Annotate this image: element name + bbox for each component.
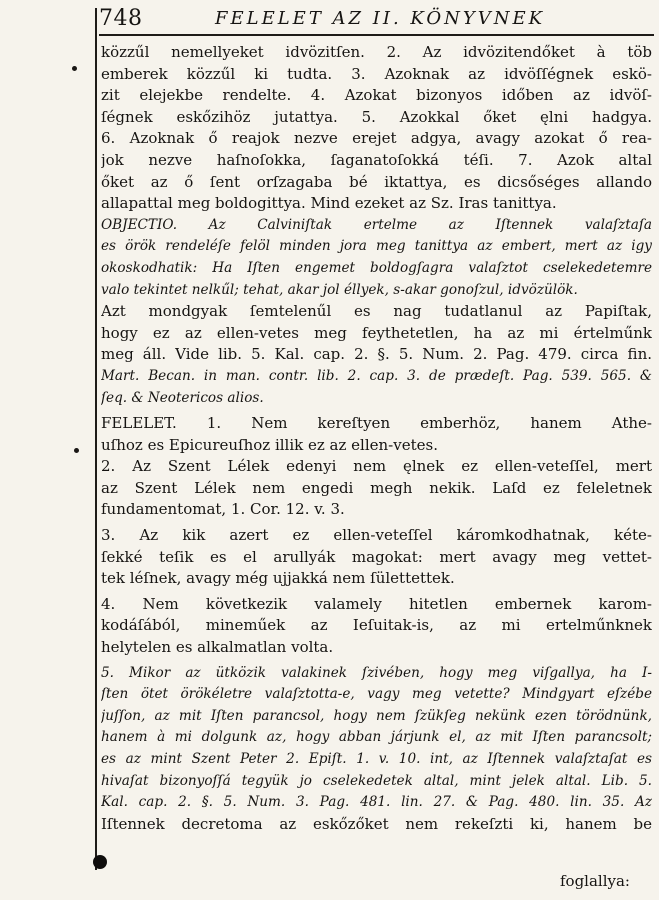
text-line: hanem à mi dolgunk az, hogy abban járjunk el, az mit Iſten parancsolt; — [101, 729, 652, 746]
text-line: hivaſat bizonyoſſá tegyük jo cselekedetek altal, mint jelek altal. Lib. 5. — [101, 772, 652, 789]
ink-blot — [93, 855, 107, 869]
text-line: 6. Azoknak ő reajok nezve erejet adgya, avagy azokat ő rea- — [101, 129, 652, 148]
text-line: az Szent Lélek nem engedi megh nekik. Laſd ez feleletnek — [101, 478, 652, 497]
text-line: es az mint Szent Peter 2. Epiſt. 1. v. 10. int, az Iſtennek valaſztaſat es — [101, 751, 652, 767]
text-line: allapattal meg boldogittya. Mind ezeket az Sz. Iras tanittya. — [101, 194, 557, 213]
running-title: FELELET AZ II. KÖNYVNEK — [215, 8, 546, 29]
text-line: okoskodhatik: Ha Iſten engemet boldogſagra valaſztot cselekedetemre — [101, 259, 652, 276]
catchword: foglallya: — [560, 872, 630, 890]
text-line: valo tekintet nelkűl; tehat, akar jol éllyek, s-akar gonoſzul, idvözülök. — [101, 281, 578, 298]
text-line: meg áll. Vide lib. 5. Kal. cap. 2. §. 5. Num. 2. Pag. 479. circa fin. — [101, 345, 652, 364]
text-line: ſten ötet örökéletre valaſztotta-e, vagy meg vetette? Mindgyart eſzébe — [101, 686, 652, 703]
text-line: őket az ő ſent orſzagaba bé iktattya, es dicsőséges allando — [101, 172, 652, 191]
text-line: fundamentomat, 1. Cor. 12. v. 3. — [101, 500, 345, 519]
text-line: 5. Mikor az ütközik valakinek ſzivében, hogy meg viſgallya, ha I- — [101, 664, 652, 681]
text-line: zit elejekbe rendelte. 4. Azokat bizonyos időben az idvöſ- — [101, 86, 652, 105]
page-number: 748 — [99, 6, 143, 31]
header-rule — [99, 34, 654, 36]
text-line: 4. Nem következik valamely hitetlen embernek karom- — [101, 594, 652, 613]
text-line: Kal. cap. 2. §. 5. Num. 3. Pag. 481. lin. 27. & Pag. 480. lin. 35. Az — [101, 794, 652, 811]
text-line: FELELET. 1. Nem kereſtyen emberhöz, hanem Athe- — [101, 414, 652, 433]
ink-spot — [74, 448, 79, 453]
text-line: közzűl nemellyeket idvözitſen. 2. Az idvözitendőket à töb — [101, 43, 652, 61]
text-body — [101, 42, 652, 835]
text-line: Iſtennek decretoma az eskőzőket nem rekeſzti ki, hanem be — [101, 814, 652, 833]
text-line: hogy ez az ellen-vetes meg feythetetlen, ha az mi értelműnk — [101, 323, 652, 342]
text-line: OBJECTIO. Az Calviniſtak ertelme az Iſtennek valaſztaſa — [101, 216, 652, 233]
left-margin-rule — [95, 8, 97, 870]
text-line: tek léſnek, avagy még ujjakká nem ſülettettek. — [101, 569, 455, 588]
text-line: helytelen es alkalmatlan volta. — [101, 638, 334, 657]
text-line: Mart. Becan. in man. contr. lib. 2. cap. 3. de prædeſt. Pag. 539. 565. & — [101, 367, 652, 384]
text-line: 2. Az Szent Lélek edenyi nem ęlnek ez ellen-veteſſel, mert — [101, 457, 652, 476]
text-line: jok nezve haſnoſokka, ſaganatoſokká téſi. 7. Azok altal — [101, 150, 652, 169]
text-line: uſhoz es Epicureuſhoz illik ez az ellen-vetes. — [101, 435, 438, 454]
text-line: 3. Az kik azert ez ellen-veteſſel káromkodhatnak, kéte- — [101, 526, 652, 545]
text-line: emberek közzűl ki tudta. 3. Azoknak az idvöſſégnek eskö- — [101, 64, 652, 83]
page-header — [99, 4, 654, 36]
text-line: ſégnek eskőzihöz jutattya. 5. Azokkal őket ęlni hadgya. — [101, 107, 652, 126]
text-line: ſekké teſik es el arullyák magokat: mert avagy meg vettet- — [101, 547, 652, 566]
text-line: juſſon, az mit Iſten parancsol, hogy nem ſzükſeg nekünk ezen törödnünk, — [101, 707, 652, 724]
ink-spot — [72, 66, 77, 71]
text-line: Azt mondgyak ſemtelenűl es nag tudatlanul az Papiſtak, — [101, 302, 652, 321]
text-line: kodáſából, mineműek az Ieſuitak-is, az mi ertelműnknek — [101, 616, 652, 635]
text-line: es örök rendeléſe felöl minden jora meg tanittya az embert, mert az igy — [101, 238, 652, 255]
text-line: ſeq. & Neotericos alios. — [101, 389, 264, 406]
